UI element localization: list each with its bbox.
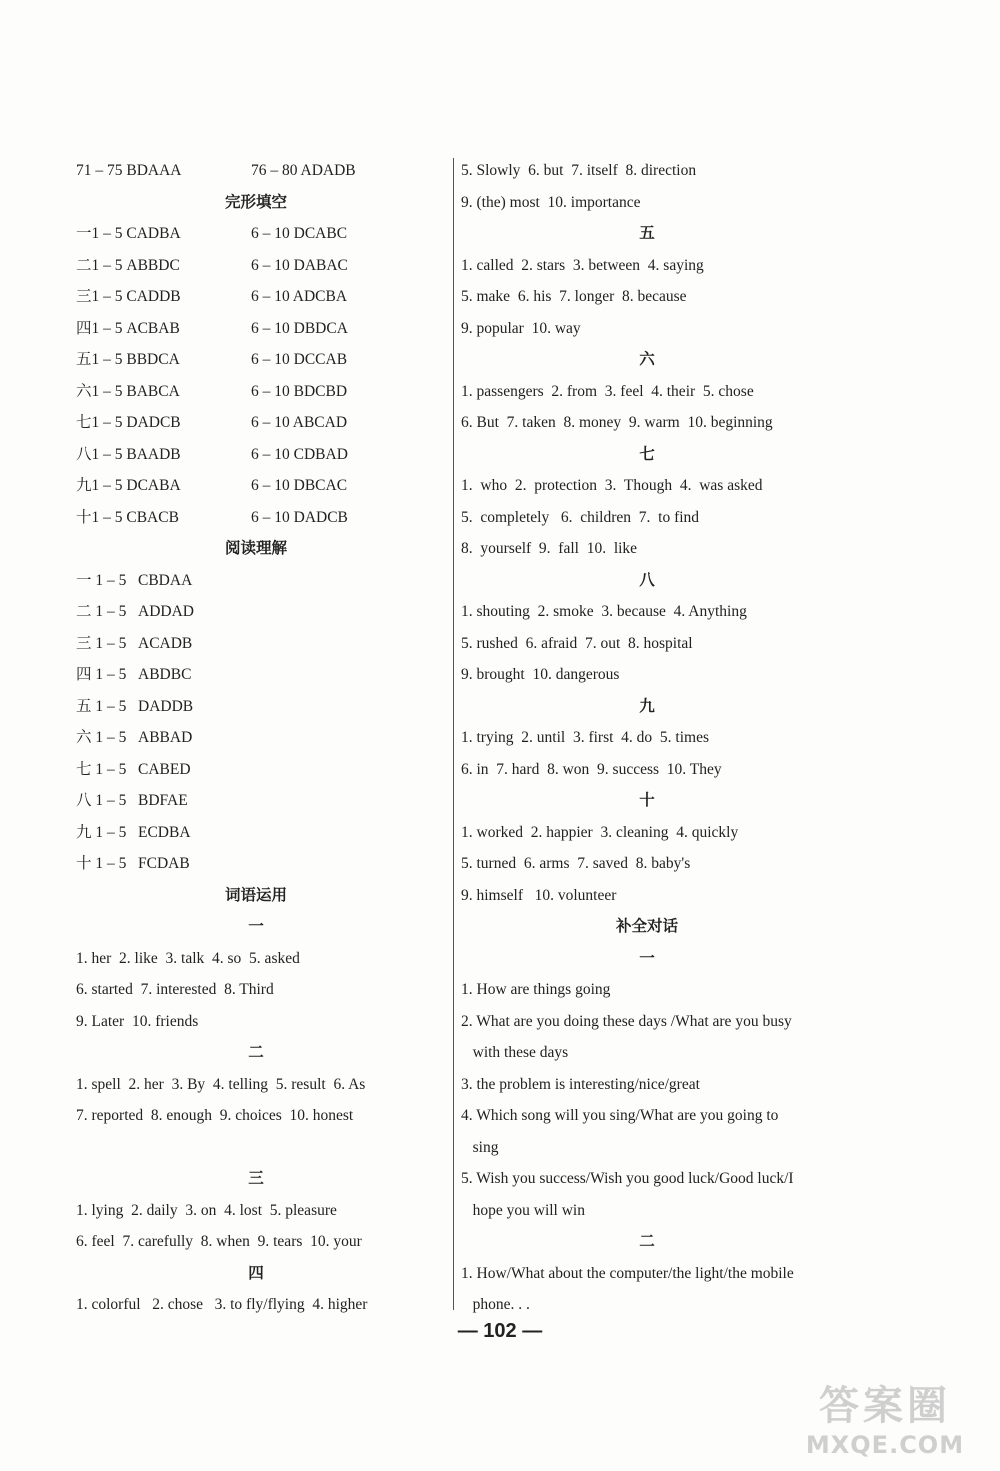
answer-first-half: 五1 – 5 BBDCA: [76, 351, 180, 368]
column-divider: [453, 158, 454, 1310]
answer-first-half: 七1 – 5 DADCB: [76, 414, 181, 431]
answer-line: with these days: [461, 1044, 569, 1061]
answer-second-half: 6 – 10 ABCAD: [251, 414, 348, 431]
section-heading: 八: [639, 570, 655, 589]
answer-line: 2. What are you doing these days /What are you busy: [461, 1012, 792, 1030]
answer-first-half: 71 – 75 BDAAA: [76, 162, 182, 179]
answer-first-half: 九1 – 5 DCABA: [76, 477, 181, 494]
answer-line: 1. her 2. like 3. talk 4. so 5. asked: [76, 949, 300, 967]
answer-line: 7. reported 8. enough 9. choices 10. honest: [76, 1107, 354, 1124]
answer-line: 9. brought 10. dangerous: [461, 666, 620, 683]
answer-line: 6. feel 7. carefully 8. when 9. tears 10. your: [76, 1233, 362, 1250]
watermark-text: 答案圈: [819, 1383, 951, 1429]
section-heading: 三: [248, 1169, 264, 1187]
answer-row: [76, 439, 436, 471]
answer-line: 9. Later 10. friends: [76, 1012, 199, 1030]
section-heading: 十: [639, 791, 655, 809]
section-heading: 词语运用: [224, 885, 287, 904]
answer-line: 1. shouting 2. smoke 3. because 4. Anything: [461, 603, 747, 620]
section-heading: 五: [639, 224, 655, 242]
blank-line: [76, 1132, 436, 1164]
answer-line: 七 1 – 5 CABED: [76, 760, 191, 778]
answer-line: 5. rushed 6. afraid 7. out 8. hospital: [461, 634, 693, 652]
answer-line: 5. make 6. his 7. longer 8. because: [461, 288, 687, 305]
answer-line: 九 1 – 5 ECDBA: [76, 823, 191, 841]
answer-line: 1. How are things going: [461, 981, 611, 998]
section-heading: 一: [639, 948, 655, 967]
answer-line: 六 1 – 5 ABBAD: [76, 729, 193, 746]
answer-row: [76, 502, 436, 534]
answer-line: 一 1 – 5 CBDAA: [76, 571, 193, 589]
answer-first-half: 二1 – 5 ABBDC: [76, 256, 180, 274]
answer-second-half: 6 – 10 DADCB: [251, 508, 348, 526]
answer-line: 三 1 – 5 ACADB: [76, 634, 193, 652]
section-heading: 一: [248, 917, 264, 935]
answer-line: 8. yourself 9. fall 10. like: [461, 540, 638, 557]
section-heading: 二: [639, 1232, 655, 1250]
answer-line: 1. spell 2. her 3. By 4. telling 5. result 6. As: [76, 1075, 366, 1093]
answer-line: 二 1 – 5 ADDAD: [76, 603, 194, 620]
answer-line: 4. Which song will you sing/What are you going to: [461, 1107, 779, 1124]
answer-row: [76, 313, 436, 345]
answer-row: [76, 281, 436, 313]
answer-line: 1. who 2. protection 3. Though 4. was asked: [461, 477, 763, 494]
section-heading: 六: [639, 350, 655, 368]
section-heading: 四: [248, 1263, 264, 1282]
section-heading: 二: [248, 1043, 264, 1061]
answer-line: 6. But 7. taken 8. money 9. warm 10. beginning: [461, 414, 773, 431]
answer-second-half: 6 – 10 DBCAC: [251, 477, 348, 494]
answer-second-half: 6 – 10 ADCBA: [251, 288, 348, 305]
answer-line: sing: [461, 1138, 499, 1156]
answer-first-half: 三1 – 5 CADDB: [76, 288, 181, 305]
answer-line: 9. (the) most 10. importance: [461, 193, 641, 211]
answer-line: 1. colorful 2. chose 3. to fly/flying 4. higher: [76, 1296, 368, 1313]
section-heading: 阅读理解: [224, 539, 287, 557]
answer-line: 1. passengers 2. from 3. feel 4. their 5. chose: [461, 382, 754, 400]
answer-line: 四 1 – 5 ABDBC: [76, 666, 192, 683]
answer-first-half: 十1 – 5 CBACB: [76, 508, 179, 526]
answer-line: 1. worked 2. happier 3. cleaning 4. quickly: [461, 823, 739, 841]
answer-line: 八 1 – 5 BDFAE: [76, 792, 188, 809]
section-heading: 七: [639, 444, 655, 463]
answer-line: 五 1 – 5 DADDB: [76, 697, 194, 715]
answer-row: [76, 407, 436, 439]
answer-line: 1. How/What about the computer/the light/the mobile: [461, 1264, 794, 1282]
answer-first-half: 六1 – 5 BABCA: [76, 382, 180, 400]
answer-line: 6. in 7. hard 8. won 9. success 10. They: [461, 760, 722, 778]
answer-row: [76, 218, 436, 250]
answer-second-half: 6 – 10 BDCBD: [251, 382, 348, 400]
answer-line: 1. lying 2. daily 3. on 4. lost 5. pleasure: [76, 1201, 337, 1219]
answer-row: [76, 470, 436, 502]
answer-second-half: 76 – 80 ADADB: [251, 162, 356, 179]
section-heading: 补全对话: [615, 917, 678, 935]
answer-second-half: 6 – 10 DCCAB: [251, 351, 348, 368]
answer-line: 十 1 – 5 FCDAB: [76, 855, 190, 872]
right-column: [461, 155, 833, 1321]
watermark-logo: [800, 1374, 970, 1459]
left-column: [76, 155, 436, 1321]
answer-row: [76, 250, 436, 282]
answer-line: phone. . .: [461, 1296, 530, 1313]
answer-first-half: 八1 – 5 BAADB: [76, 445, 181, 463]
answer-line: 5. Wish you success/Wish you good luck/Good luck/I: [461, 1170, 794, 1187]
answer-line: 6. started 7. interested 8. Third: [76, 981, 274, 998]
section-heading: 九: [639, 696, 655, 715]
answer-line: 3. the problem is interesting/nice/great: [461, 1075, 700, 1093]
answer-first-half: 四1 – 5 ACBAB: [76, 319, 180, 337]
answer-line: 1. called 2. stars 3. between 4. saying: [461, 256, 704, 274]
answer-line: 1. trying 2. until 3. first 4. do 5. times: [461, 729, 709, 746]
answer-line: 5. turned 6. arms 7. saved 8. baby's: [461, 855, 691, 872]
answer-row: [76, 155, 436, 187]
watermark-url: MXQE.COM: [805, 1431, 965, 1459]
page-number: — 102 —: [457, 1320, 543, 1342]
answer-line: 9. popular 10. way: [461, 319, 581, 337]
answer-second-half: 6 – 10 DABAC: [251, 256, 348, 274]
answer-line: 5. completely 6. children 7. to find: [461, 508, 700, 526]
answer-first-half: 一1 – 5 CADBA: [76, 225, 181, 242]
answer-line: 9. himself 10. volunteer: [461, 886, 617, 904]
answer-line: hope you will win: [461, 1201, 585, 1219]
section-heading: 完形填空: [224, 192, 287, 211]
answer-second-half: 6 – 10 CDBAD: [251, 445, 348, 463]
answer-line: 5. Slowly 6. but 7. itself 8. direction: [461, 162, 697, 179]
answer-row: [76, 344, 436, 376]
answer-row: [76, 376, 436, 408]
answer-second-half: 6 – 10 DCABC: [251, 225, 348, 242]
answer-second-half: 6 – 10 DBDCA: [251, 319, 348, 337]
